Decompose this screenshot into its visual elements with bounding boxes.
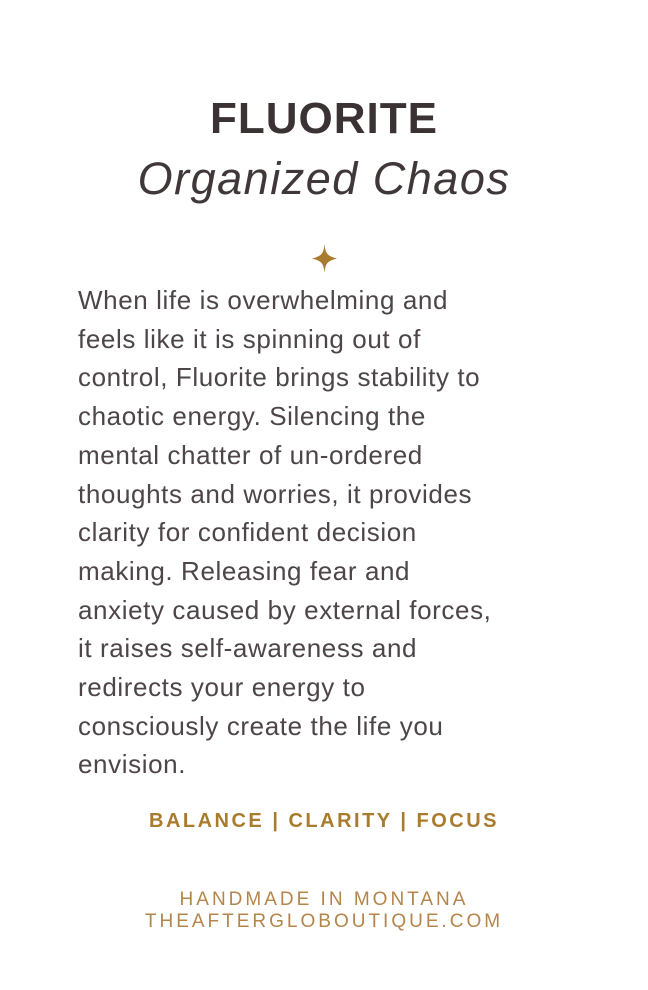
description (0, 281, 648, 784)
footer-made-in: HANDMADE IN MONTANA (179, 889, 469, 911)
description-line: control, Fluorite brings stability to (78, 362, 481, 393)
description-line: feels like it is spinning out of (78, 323, 421, 354)
description-line: When life is overwhelming and (78, 285, 449, 315)
description-line: chaotic energy. Silencing the (78, 401, 426, 432)
description-line: anxiety caused by external forces, (78, 594, 492, 625)
product-subtitle: Organized Chaos (137, 153, 511, 204)
footer (0, 889, 648, 933)
description-line: making. Releasing fear and (78, 555, 411, 586)
description-line: redirects your energy to (78, 672, 366, 703)
keywords-tagline: BALANCE | CLARITY | FOCUS (149, 810, 499, 833)
description-line: mental chatter of un-ordered (78, 439, 423, 470)
sparkle-icon (312, 260, 337, 277)
description-line: it raises self-awareness and (78, 633, 418, 664)
description-line: thoughts and worries, it provides (78, 478, 473, 509)
divider (0, 244, 648, 273)
description-line: consciously create the life you (78, 710, 444, 741)
description-line: envision. (78, 749, 187, 780)
footer-website: THEAFTERGLOBOUTIQUE.COM (144, 911, 504, 933)
product-title: FLUORITE (210, 94, 438, 143)
description-line: clarity for confident decision (78, 517, 417, 548)
